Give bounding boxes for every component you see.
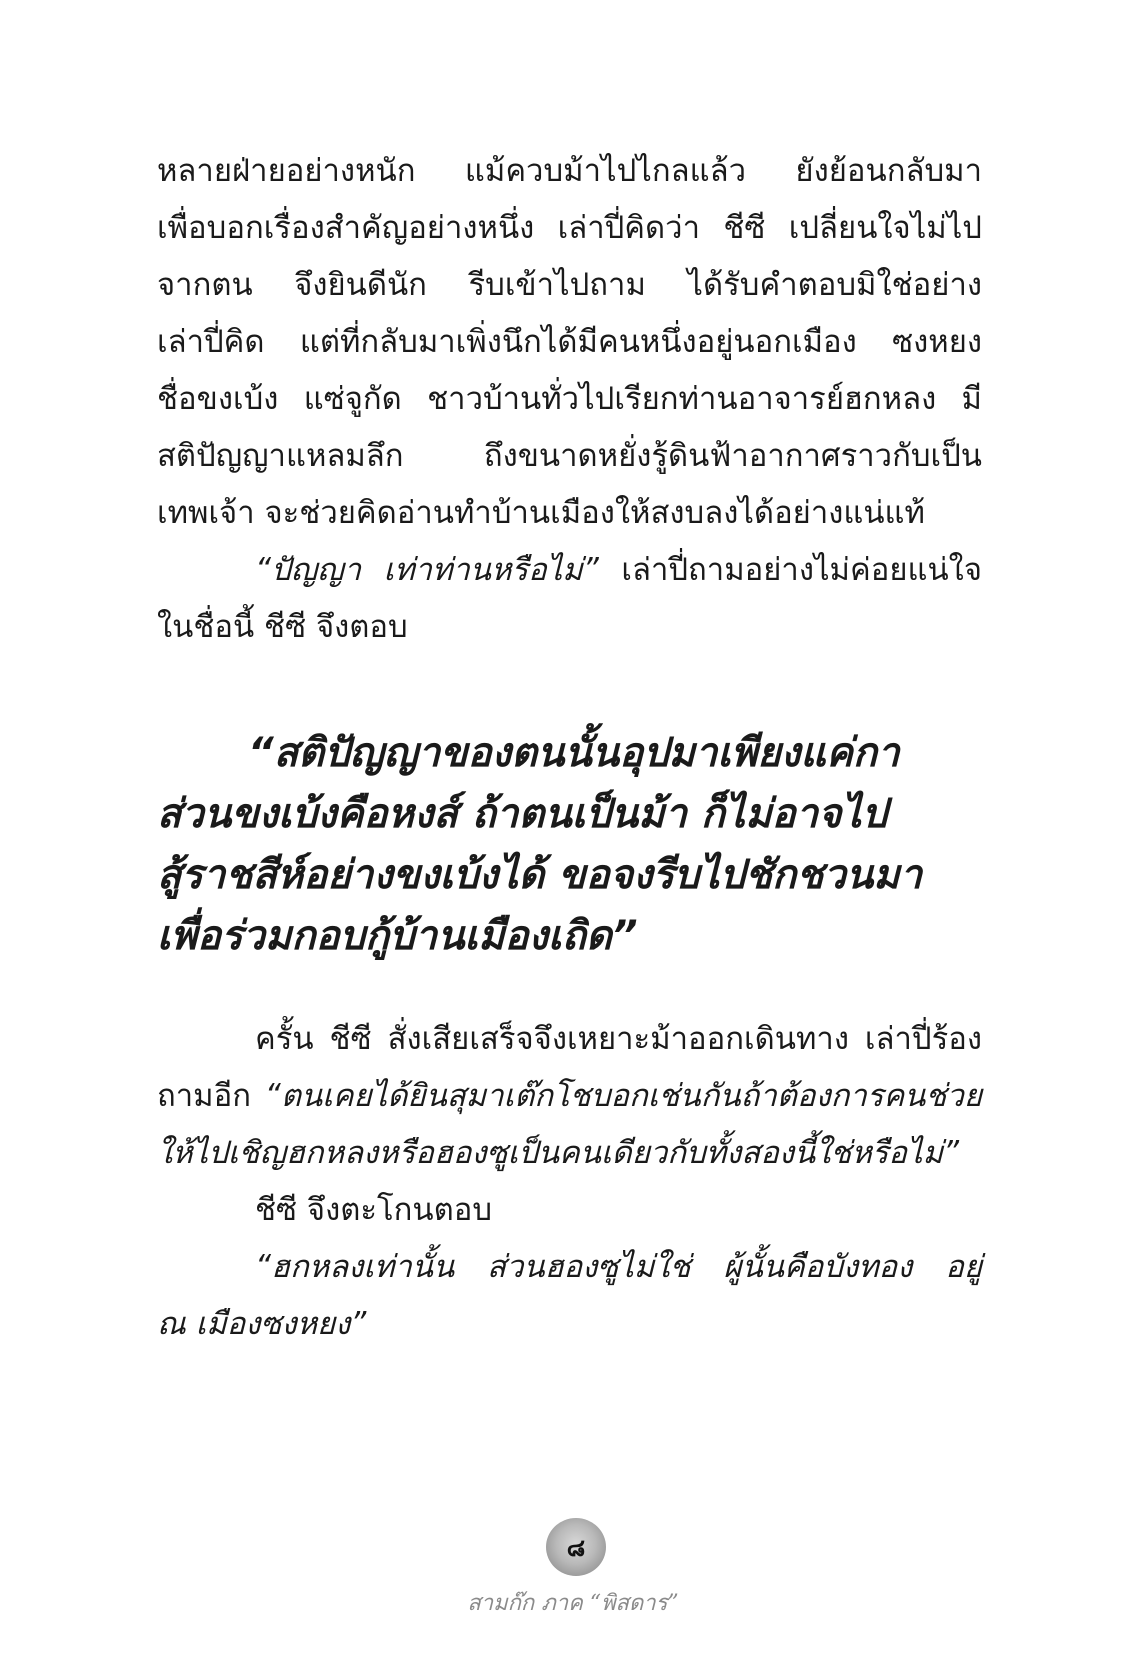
body-line: เทพเจ้า จะช่วยคิดอ่านทำบ้านเมืองให้สงบลงได้อย่างแน่แท้ (157, 495, 925, 531)
page-number-badge: ๘ (546, 1518, 606, 1576)
body-line: หลายฝ่ายอย่างหนัก แม้ควบม้าไปไกลแล้ว ยังย้อนกลับมา (157, 153, 982, 189)
body-line: จากตน จึงยินดีนัก รีบเข้าไปถาม ได้รับคำตอบมิใช่อย่าง (157, 267, 982, 303)
dialogue-line: ณ เมืองซงหยง” (157, 1306, 367, 1342)
body-line: ชีซี จึงตะโกนตอบ (255, 1192, 493, 1228)
body-line: ครั้น ชีซี สั่งเสียเสร็จจึงเหยาะม้าออกเดินทาง เล่าปี่ร้อง (255, 1021, 982, 1057)
dialogue-line: ให้ไปเชิญฮกหลงหรือฮองซูเป็นคนเดียวกับทั้งสองนี้ใช่หรือไม่” (157, 1135, 960, 1171)
dialogue-text: “ตนเคยได้ยินสุมาเต๊กโชบอกเช่นกันถ้าต้องการคนช่วย (264, 1078, 982, 1114)
pull-quote-line: เพื่อร่วมกอบกู้บ้านเมืองเถิด” (157, 913, 638, 959)
pull-quote-line: สู้ราชสีห์อย่างขงเบ้งได้ ขอจงรีบไปชักชวนมา (157, 852, 923, 898)
body-line (157, 1074, 982, 1118)
body-line: เล่าปี่คิด แต่ที่กลับมาเพิ่งนึกได้มีคนหนึ่งอยู่นอกเมือง ซงหยง (157, 324, 982, 360)
question-quote: “ปัญญา เท่าท่านหรือไม่” (255, 552, 599, 588)
body-line: ในชื่อนี้ ชีซี จึงตอบ (157, 609, 408, 645)
question-narration: เล่าปี่ถามอย่างไม่ค่อยแน่ใจ (598, 552, 982, 588)
pull-quote-line: ส่วนขงเบ้งคือหงส์ ถ้าตนเป็นม้า ก็ไม่อาจไป (157, 791, 887, 837)
dialogue-line: “ฮกหลงเท่านั้น ส่วนฮองซูไม่ใช่ ผู้นั้นคือบังทอง อยู่ (255, 1249, 982, 1285)
running-footer-title: สามก๊ก ภาค “พิสดาร” (467, 1591, 679, 1616)
narration-text: ถามอีก (157, 1078, 265, 1114)
body-line: สติปัญญาแหลมลึก ถึงขนาดหยั่งรู้ดินฟ้าอากาศราวกับเป็น (157, 438, 982, 474)
body-line: ชื่อขงเบ้ง แซ่จูกัด ชาวบ้านทั่วไปเรียกท่านอาจารย์ฮกหลง มี (157, 381, 982, 417)
pull-quote-line: “สติปัญญาของตนนั้นอุปมาเพียงแค่กา (248, 730, 900, 776)
body-line: เพื่อบอกเรื่องสำคัญอย่างหนึ่ง เล่าปี่คิดว่า ชีซี เปลี่ยนใจไม่ไป (157, 210, 982, 246)
question-line (255, 548, 982, 592)
